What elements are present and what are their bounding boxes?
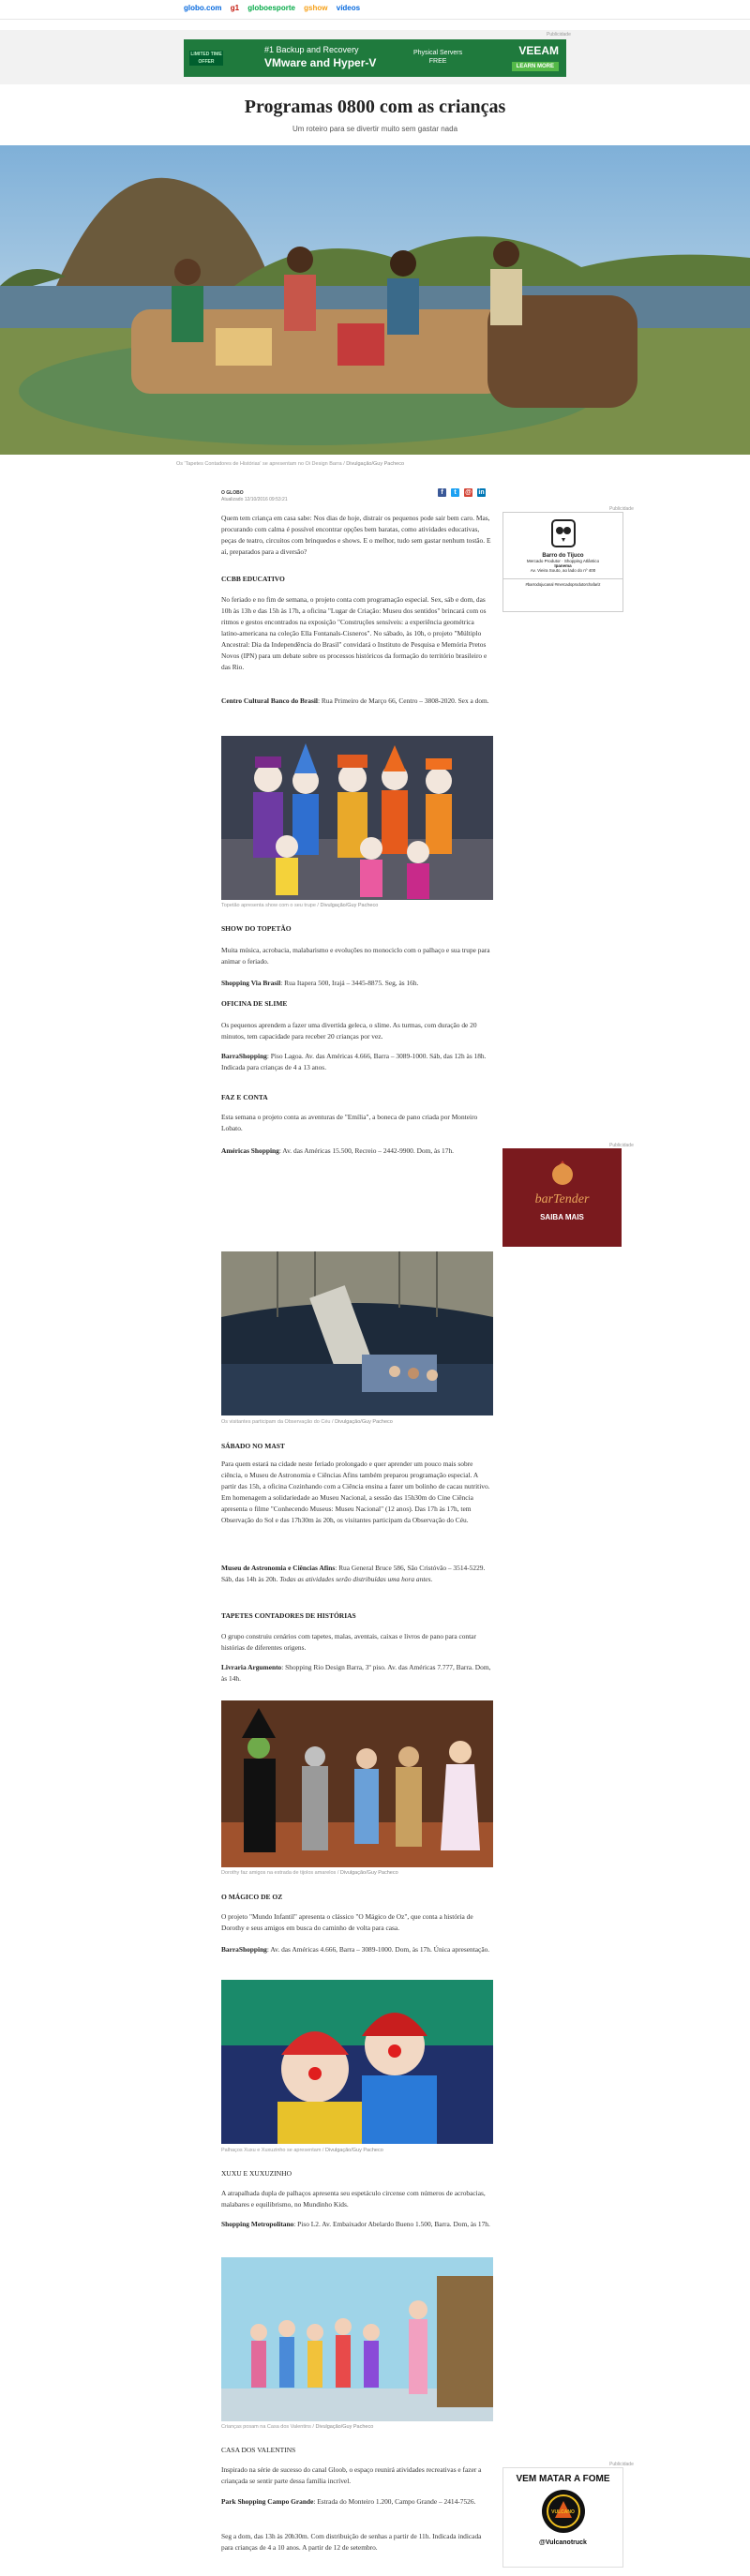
caption4-text: Palhaços Xuxu e Xuxuzinho se apresentam (221, 2148, 322, 2153)
hero-photo (0, 145, 750, 455)
email-share-icon[interactable]: @ (465, 489, 472, 496)
mast-venue (221, 1563, 493, 1585)
side-ad2-name: barTender (534, 1192, 590, 1206)
side-ad3-badge: VULCANO (551, 2509, 575, 2515)
facebook-share-icon[interactable]: f (438, 488, 446, 497)
side-ad1-foot: Av. Vieira Souto, ao lado do nº 400 (530, 568, 596, 573)
oz-venue (221, 1944, 493, 1955)
oz-photo (221, 1700, 493, 1867)
caption2-credit: Divulgação/Guy Pacheco (335, 1419, 393, 1425)
oz-caption: Dorothy faz amigos na estrada de tijolos amarelos / Divulgação/Guy Pacheco (221, 1870, 398, 1876)
faz-conta-text: Esta semana o projeto conta as aventuras de "Emília", a boneca de pano criada por Monteiro Lobato. (221, 1113, 478, 1132)
site-links (184, 4, 367, 12)
topetao-text: Muita música, acrobacia, malabarismo e evoluções no monociclo com o palhaço e sua trupe para animar o feriado. (221, 946, 490, 966)
clowns-caption: Palhaços Xuxu e Xuxuzinho se apresentam / Divulgação/Guy Pacheco (221, 2148, 383, 2153)
tapetes-venue-addr: : Shopping Rio Design Barra, 3º piso. Av. das Américas 7.777, Barra. Dom, às 14h. (221, 1663, 491, 1683)
side-ad3-title: VEM MATAR A FOME (516, 2474, 610, 2484)
valentins-caption: Crianças posam na Casa dos Valentins / Divulgação/Guy Pacheco (221, 2424, 374, 2430)
ad-offer-tag: LIMITED TIME OFFER (190, 52, 222, 65)
valentins-hours (221, 2531, 493, 2554)
section-mast-heading: SÁBADO NO MAST (221, 1442, 285, 1450)
owl-logo-icon (549, 518, 578, 548)
ad-line1: #1 Backup and Recovery (264, 45, 359, 54)
ccbb-venue-addr: : Rua Primeiro de Março 66, Centro – 3808-2020. Sex a dom. (317, 696, 489, 705)
oz-venue-addr: : Av. das Américas 4.666, Barra – 3089-1000. Dom, às 17h. Única apresentação. (266, 1945, 490, 1954)
side-ad1-sub: Mercado Produtor · Shopping Atlântico (526, 559, 600, 563)
section-slime-heading: OFICINA DE SLIME (221, 999, 288, 1008)
mast-note: Todas as atividades serão distribuídas uma hora antes. (279, 1575, 433, 1583)
caption2-text: Os visitantes participam da Observação do Céu (221, 1419, 331, 1425)
mast-venue-name: Museu de Astronomia e Ciências Afins (221, 1564, 336, 1572)
article-date: Atualizado 12/10/2016 09:53:21 (221, 497, 288, 502)
valentins-venue-name: Park Shopping Campo Grande (221, 2497, 314, 2506)
section-ccbb-heading: CCBB EDUCATIVO (221, 575, 285, 583)
section-tapetes-heading: TAPETES CONTADORES DE HISTÓRIAS (221, 1611, 356, 1620)
faz-conta-venue-name: Américas Shopping (221, 1146, 279, 1155)
chicken-logo-icon (548, 1160, 577, 1188)
twitter-share-icon[interactable]: t (451, 488, 459, 497)
mast-venue-addr: : Rua General Bruce 586, São Cristóvão – 3514-5229. Sáb, das 14h às 20h. (221, 1564, 486, 1583)
faz-conta-paragraph (221, 1112, 493, 1134)
clowns-photo (221, 1980, 493, 2144)
side-ad1-label: Publicidade (609, 506, 634, 512)
topetao-photo (221, 736, 493, 900)
top-ad-band (0, 30, 750, 84)
veeam-logo: VEEAM (518, 44, 559, 57)
xuxu-venue (221, 2219, 493, 2230)
ad-learn-more-button[interactable]: LEARN MORE (512, 62, 559, 71)
tapetes-text: O grupo construiu cenários com tapetes, malas, aventais, caixas e livros de pano para contar histórias de diferentes origens. (221, 1632, 476, 1652)
link-g1[interactable]: g1 (230, 4, 240, 12)
side-ad3-handle: @Vulcanotruck (539, 2539, 587, 2546)
caption4-credit: Divulgação/Guy Pacheco (325, 2148, 383, 2153)
side-ad1-tags: #barrodojucanal #mercadoprodutorchafariz (503, 578, 622, 587)
side-ad2-label: Publicidade (609, 1143, 634, 1148)
mast-caption: Os visitantes participam da Observação do Céu / Divulgação/Guy Pacheco (221, 1419, 393, 1425)
slime-paragraph (221, 1020, 493, 1042)
side-ad-vulcano[interactable] (502, 2467, 623, 2568)
ad-line3a: Physical Servers (413, 50, 463, 56)
faz-conta-venue (221, 1146, 493, 1157)
link-gshow[interactable]: gshow (304, 4, 328, 12)
ad-line3b: FREE (428, 58, 447, 65)
valentins-paragraph (221, 2464, 493, 2487)
caption5-text: Crianças posam na Casa dos Valentins (221, 2424, 311, 2430)
xuxu-venue-addr: : Piso L2. Av. Embaixador Abelardo Bueno 1.500, Barra. Dom, às 17h. (293, 2220, 490, 2228)
section-valentins-heading: CASA DOS VALENTINS (221, 2446, 296, 2454)
side-ad-bartender[interactable] (502, 1148, 622, 1247)
caption1-text: Topetão apresenta show com o seu trupe (221, 903, 316, 908)
slime-venue-name: BarraShopping (221, 1052, 267, 1060)
intro-text: Quem tem criança em casa sabe: Nos dias de hoje, distrair os pequenos pode sair bem caro. Mas, procurando com calma é possível encontrar opções bem baratas, como atividades educativas, peças de teatro, circuitos com brinquedos e shows. E o melhor, tudo sem gastar nenhum tostão. E aí, preparados para a diversão? (221, 514, 491, 556)
side-ad3-label: Publicidade (609, 2462, 634, 2467)
valentins-venue-addr: : Estrada do Monteiro 1.200, Campo Grande – 2414-7526. (313, 2497, 476, 2506)
ccbb-paragraph (221, 594, 493, 673)
ccbb-text: No feriado e no fim de semana, o projeto conta com programação especial. Sex, sáb e dom, das 10h às 13h e das 15h às 17h, a oficina "Lugar de Criação: Museu dos sentidos" brincará com os ritmos e gestos encontrados na exposição "Construções sensíveis: a experiência geométrica latino-americana na coleção Ella Fontanals-Cisneros". No sábado, às 10h, o projeto "Múltiplo Ancestral: Dia da Independência do Brasil" convidará o Instituto de Pesquisa e Memória Pretos Novos (IPN) para um debate sobre os processos históricos da formação do território brasileiro e das Rio. (221, 595, 488, 671)
article-meta (221, 490, 288, 503)
veeam-banner-ad[interactable] (184, 39, 566, 77)
section-oz-heading: O MÁGICO DE OZ (221, 1893, 283, 1901)
hero-caption-text: Os 'Tapetes Contadores de Histórias' se apresentam no Oi Design Barra (176, 461, 342, 467)
hero-caption: Os 'Tapetes Contadores de Histórias' se apresentam no Oi Design Barra / Divulgação/Guy Pacheco (176, 461, 405, 467)
caption5-credit: Divulgação/Guy Pacheco (315, 2424, 374, 2430)
xuxu-paragraph (221, 2188, 493, 2210)
linkedin-share-icon[interactable]: in (478, 489, 485, 496)
side-ad1-title: Barro do Tijuco (542, 553, 584, 559)
valentins-photo (221, 2257, 493, 2421)
tapetes-paragraph (221, 1631, 493, 1654)
valentins-venue (221, 2496, 493, 2508)
topetao-venue-addr: : Rua Itapera 500, Irajá – 3445-8875. Seg, às 16h. (280, 979, 419, 987)
brand-label: O GLOBO (221, 490, 244, 496)
faz-conta-venue-addr: : Av. das Américas 15.500, Recreio – 2442-9900. Dom, às 17h. (278, 1146, 454, 1155)
caption1-credit: Divulgação/Guy Pacheco (320, 903, 379, 908)
section-topetao-heading: SHOW DO TOPETÃO (221, 924, 292, 933)
caption3-text: Dorothy faz amigos na estrada de tijolos amarelos (221, 1870, 337, 1876)
intro-paragraph (221, 513, 493, 558)
mast-text: Para quem estará na cidade neste feriado prolongado e quer aprender um pouco mais sobre ciência, o Museu de Astronomia e Ciências Afins também preparou programação especial. A partir das 15h, a oficina Cozinhando com a Ciência ensina a fazer um bolinho de cacau nutritivo. Em homenagem a solidariedade ao Museu Nacional, a sessão das 15h30m do Cine Ciência apresenta o filme "Conhecendo Museus: Museu Nacional" (12 anos). Das 17h às 17h, tem Observação do Sol e das 17h30m às 20h, os visitantes participam da Observação do Céu. (221, 1460, 490, 1524)
section-xuxu-heading: XUXU E XUXUZINHO (221, 2169, 292, 2178)
tapetes-venue (221, 1662, 493, 1685)
topetao-venue-name: Shopping Via Brasil (221, 979, 281, 987)
caption3-credit: Divulgação/Guy Pacheco (339, 1870, 398, 1876)
globo-topbar (0, 0, 750, 20)
tapetes-venue-name: Livraria Argumento (221, 1663, 282, 1671)
section-faz-conta-heading: FAZ E CONTA (221, 1093, 268, 1101)
slime-venue (221, 1051, 493, 1073)
side-ad-barro[interactable] (502, 512, 623, 612)
hero-credit: Divulgação/Guy Pacheco (346, 461, 405, 467)
valentins-text: Inspirado na série de sucesso do canal Gloob, o espaço reunirá atividades recreativas e fazer a criançada se sentir parte dessa família incrível. (221, 2465, 482, 2485)
xuxu-venue-name: Shopping Metropolitano (221, 2220, 294, 2228)
oz-text: O projeto "Mundo Infantil" apresenta o clássico "O Mágico de Oz", que conta a história de Dorothy e seus amigos em busca do caminho de volta para casa. (221, 1912, 473, 1932)
oz-paragraph (221, 1911, 493, 1934)
ad-line3 (413, 49, 462, 66)
ad-line2: VMware and Hyper-V (264, 56, 377, 69)
article-subtitle: Um roteiro para se divertir muito sem gastar nada (292, 125, 458, 133)
topetao-paragraph (221, 945, 493, 967)
xuxu-text: A atrapalhada dupla de palhaços apresenta seu espetáculo circense com números de acrobacias, malabares e equilibrismo, no Mundinho Kids. (221, 2189, 486, 2209)
slime-venue-addr: : Piso Lagoa. Av. das Américas 4.666, Barra – 3089-1000. Sáb, das 12h às 18h. Indicada para crianças de 4 a 13 anos. (221, 1052, 487, 1071)
side-ad1-sub2: Ipanema (554, 563, 572, 568)
mast-photo (221, 1251, 493, 1415)
link-videos[interactable]: vídeos (336, 4, 361, 12)
mast-paragraph (221, 1459, 493, 1526)
oz-venue-name: BarraShopping (221, 1945, 267, 1954)
topetao-venue (221, 978, 493, 989)
slime-text: Os pequenos aprendem a fazer uma divertida geleca, o slime. As turmas, com duração de 20 minutos, tem capacidade para receber 20 crianças por vez. (221, 1021, 477, 1041)
side-ad2-cta[interactable]: SAIBA MAIS (540, 1213, 584, 1221)
link-globoesporte[interactable]: globoesporte (248, 4, 295, 12)
article-title: Programas 0800 com as crianças (244, 97, 506, 117)
ad-label: Publicidade (547, 32, 571, 37)
valentins-hours-text: Seg a dom, das 13h às 20h30m. Com distribuição de senhas a partir de 11h. Indicada indicada para crianças de 4 a 10 anos. A partir de 12 de setembro. (221, 2532, 482, 2552)
topetao-caption: Topetão apresenta show com o seu trupe / Divulgação/Guy Pacheco (221, 903, 379, 908)
ccbb-venue-name: Centro Cultural Banco do Brasil (221, 696, 318, 705)
link-globo[interactable]: globo.com (184, 4, 222, 12)
ccbb-venue (221, 696, 493, 707)
